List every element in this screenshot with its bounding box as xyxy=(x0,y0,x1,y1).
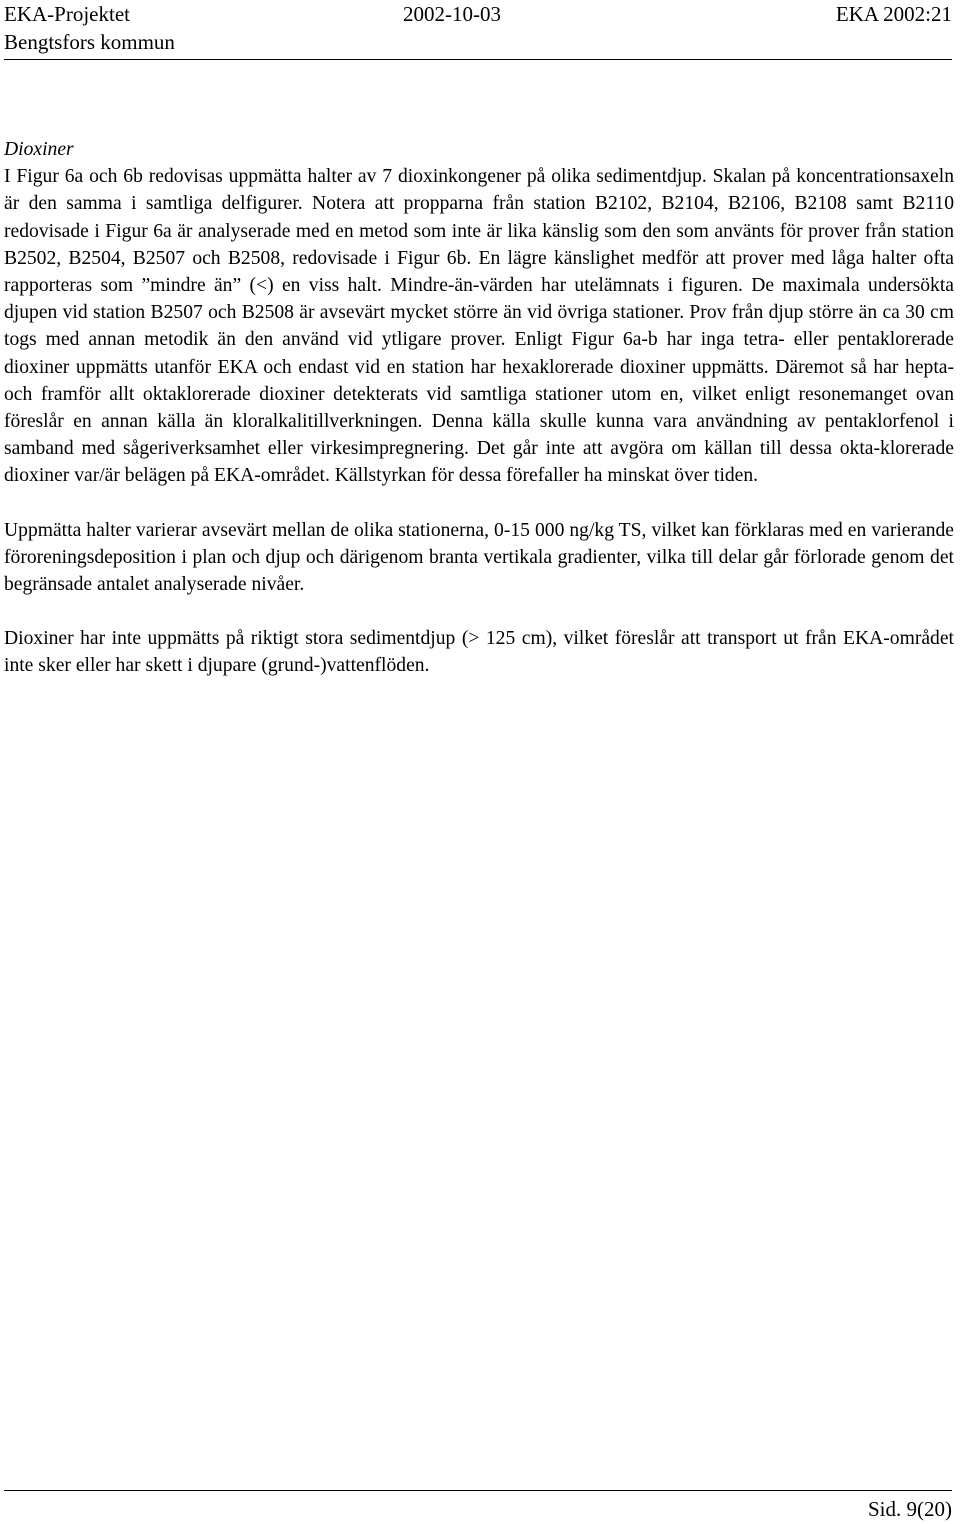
paragraph-2: Uppmätta halter varierar avsevärt mellan de olika stationerna, 0-15 000 ng/kg TS, vilket kan förklaras med en varierande föroreningsdeposition i plan och djup och därigenom branta vertikala gradienter, vilka till delar går förlorade genom det begränsade antalet analyserade nivåer. xyxy=(4,519,954,596)
header-report-id: EKA 2002:21 xyxy=(835,2,952,26)
header-rule xyxy=(4,59,952,60)
header-date: 2002-10-03 xyxy=(403,2,501,26)
paragraph-1: I Figur 6a och 6b redovisas uppmätta halter av 7 dioxinkongener på olika sedimentdjup. Skalan på koncentrationsaxeln är den samma i samtliga delfigurer. Notera att propparna från station B2102, B2104, B2106, B2108 samt B2110 redovisade i Figur 6a är analyserade med en metod som inte är lika känslig som den som använts för prover från station B2502, B2504, B2507 och B2508, redovisade i Figur 6b. En lägre känslighet medför att prover med låga halter ofta rapporteras som ”mindre än” (<) en viss halt. Mindre-än-värden har utelämnats i figuren. De maximala undersökta djupen vid station B2507 och B2508 är avsevärt mycket större än vid övriga stationer. Prov från djup större än ca 30 cm togs med annan metodik än den använd vid ytligare prover. Enligt Figur 6a-b har inga tetra- eller pentaklorerade dioxiner uppmätts utanför EKA och endast vid en station har hexaklorerade dioxiner uppmätts. Däremot så har hepta- och framför allt oktaklorerade dioxiner detekterats vid samtliga stationer utom en, vilket enligt resonemanget ovan föreslår en annan källa än kloralkalitillverkningen. Denna källa skulle kunna vara användning av pentaklorfenol i samband med sågeriverksamhet eller virkesimpregnering. Det går inte att avgöra om källan till dessa okta-klorerade dioxiner var/är belägen på EKA-området. Källstyrkan för dessa förefaller ha minskat över tiden. xyxy=(4,166,954,487)
footer-rule xyxy=(4,1490,952,1491)
document-body xyxy=(4,136,954,680)
paragraph-gap xyxy=(4,598,954,625)
header-project: EKA-Projektet xyxy=(4,2,130,26)
header-row-2 xyxy=(4,28,952,56)
page-number: Sid. 9(20) xyxy=(868,1497,952,1521)
paragraph-gap xyxy=(4,490,954,517)
header-municipality: Bengtsfors kommun xyxy=(4,30,175,54)
header-row-1 xyxy=(4,0,952,28)
page-header xyxy=(4,0,952,58)
paragraph-3: Dioxiner har inte uppmätts på riktigt stora sedimentdjup (> 125 cm), vilket föreslår att transport ut från EKA-området inte sker eller har skett i djupare (grund-)vattenflöden. xyxy=(4,628,954,677)
section-heading: Dioxiner xyxy=(4,139,74,160)
